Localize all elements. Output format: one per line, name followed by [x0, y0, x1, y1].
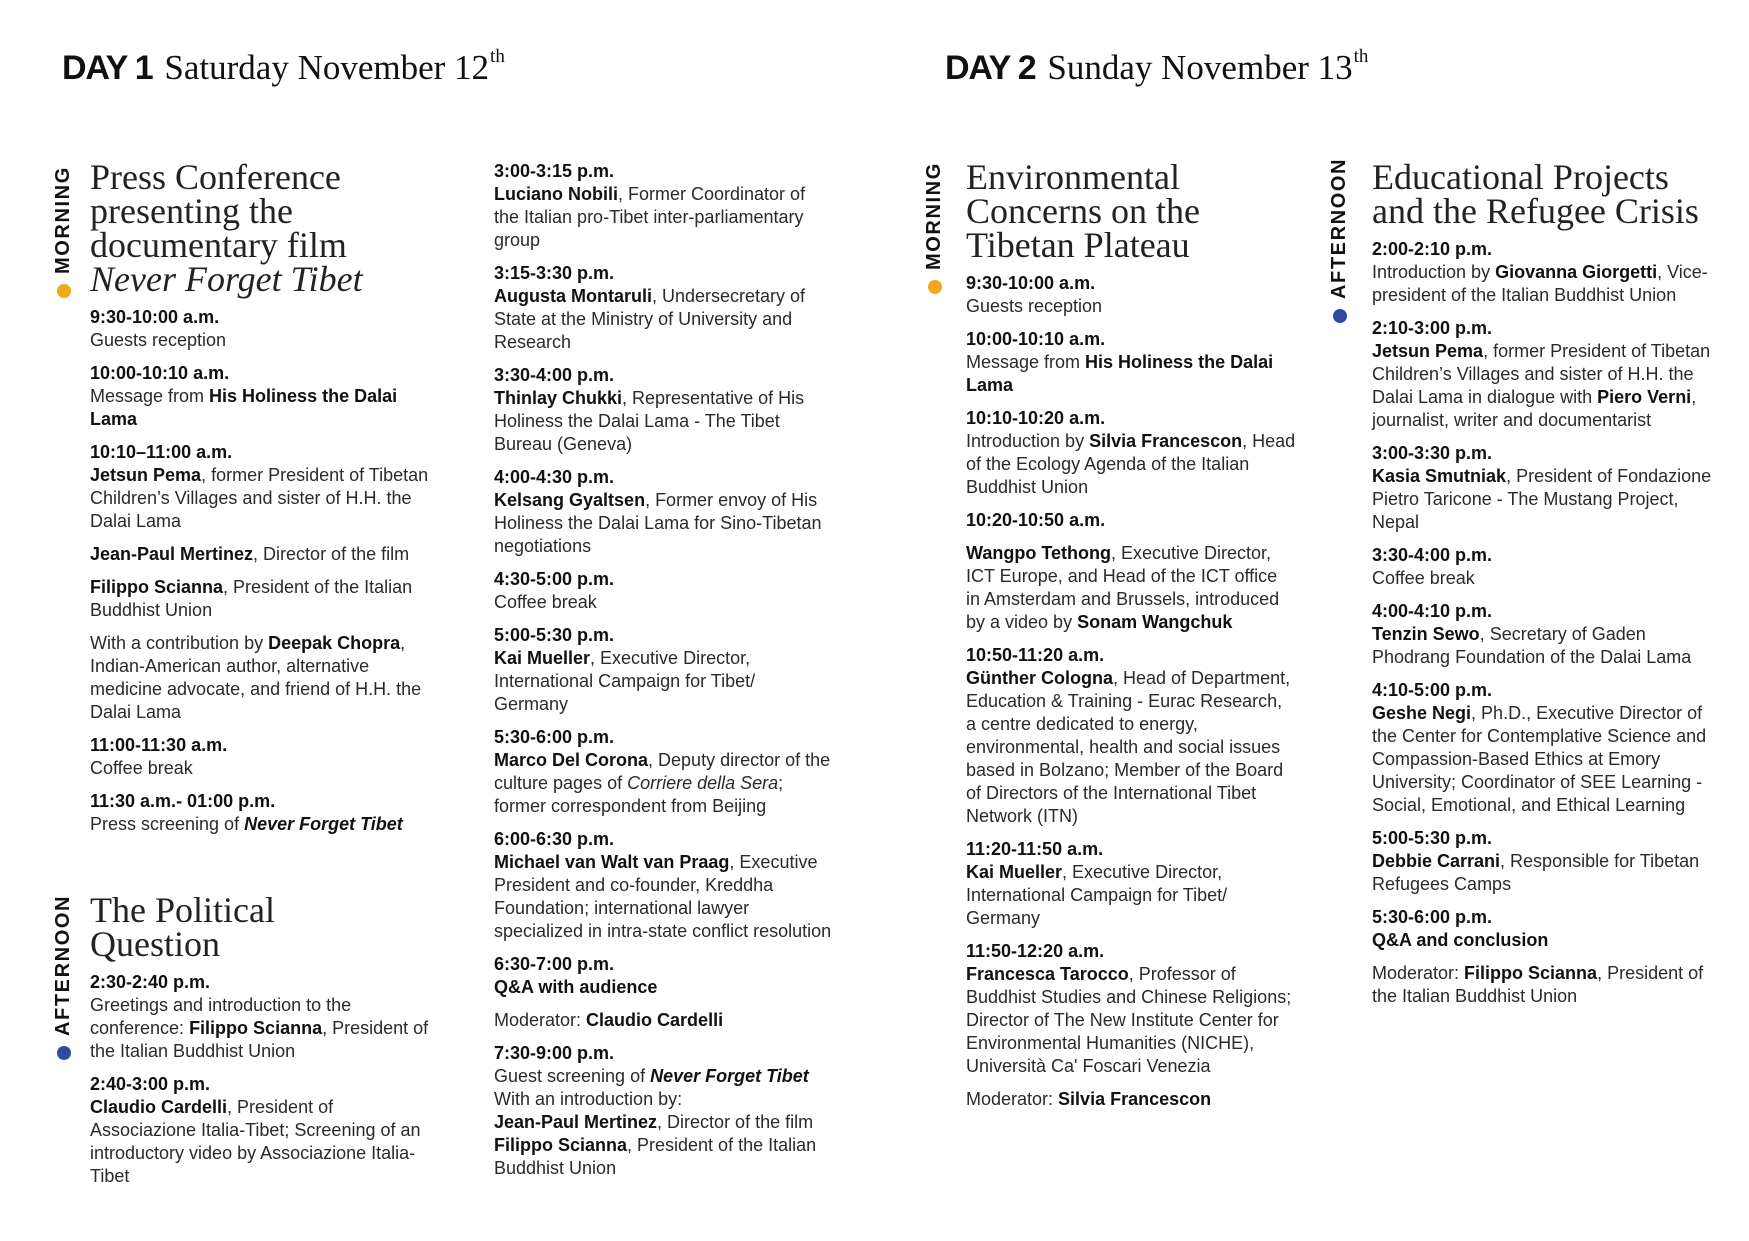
title-line-italic: Never Forget Tibet [90, 259, 363, 299]
day2-afternoon-column [1372, 157, 1712, 1018]
speaker-name: Piero Verni [1597, 387, 1692, 407]
schedule-item [1372, 962, 1712, 1008]
time-slot: 11:20-11:50 a.m. [966, 839, 1104, 859]
item-description: Coffee break [1372, 568, 1475, 588]
item-description: Michael van Walt van Praag, Executive President and co-founder, Kreddha Foundation; international lawyer specialized in intra-state conflict resolution [494, 852, 832, 941]
speaker-name: Augusta Montaruli [494, 286, 652, 306]
time-slot: 4:10-5:00 p.m. [1372, 680, 1493, 700]
speaker-name: Debbie Carrani [1372, 851, 1501, 871]
schedule-item [494, 1009, 834, 1032]
speaker-name: Filippo Scianna [90, 577, 224, 597]
speaker-name: Q&A with audience [494, 977, 658, 997]
item-description: Moderator: Silvia Francescon [966, 1089, 1212, 1109]
schedule-item [90, 632, 430, 724]
item-description: Guest screening of Never Forget Tibet [494, 1066, 809, 1086]
title-line: presenting the [90, 191, 293, 231]
schedule-item [90, 971, 430, 1063]
item-description: Wangpo Tethong, Executive Director, ICT Europe, and Head of the ICT office in Amsterdam and Brussels, introduced by a video by Sonam Wangchuk [966, 543, 1280, 632]
time-slot: 11:50-12:20 a.m. [966, 941, 1105, 961]
time-slot: 11:30 a.m.- 01:00 p.m. [90, 791, 276, 811]
time-slot: 10:20-10:50 a.m. [966, 510, 1106, 530]
film-title-text: Never Forget Tibet [244, 814, 403, 834]
speaker-name: Jean-Paul Mertinez [90, 544, 254, 564]
item-description: Greetings and introduction to the conference: Filippo Scianna, President of the Italian Buddhist Union [90, 995, 429, 1061]
day1-morning-title [90, 157, 430, 299]
day1-date: Saturday November 12th [164, 46, 505, 87]
item-description: Moderator: Filippo Scianna, President of the Italian Buddhist Union [1372, 963, 1704, 1006]
schedule-item [966, 272, 1296, 318]
speaker-name: Claudio Cardelli [90, 1097, 228, 1117]
time-slot: 4:00-4:10 p.m. [1372, 601, 1493, 621]
item-description: Francesca Tarocco, Professor of Buddhist Studies and Chinese Religions; Director of The New Institute Center for Environmental Humanities (NICHE), Università Ca' Foscari Venezia [966, 964, 1292, 1076]
speaker-name: Filippo Scianna [189, 1018, 323, 1038]
item-description: Jean-Paul Mertinez, Director of the film [90, 544, 410, 564]
schedule-item [90, 1073, 430, 1188]
schedule-item [1372, 317, 1712, 432]
speaker-name: Tenzin Sewo [1372, 624, 1480, 644]
schedule-item [90, 543, 430, 566]
time-slot: 3:30-4:00 p.m. [494, 365, 615, 385]
title-line: Question [90, 924, 220, 964]
speaker-name: Geshe Negi [1372, 703, 1472, 723]
schedule-item [966, 542, 1296, 634]
speaker-name: Marco Del Corona [494, 750, 649, 770]
speaker-name: Q&A and conclusion [1372, 930, 1549, 950]
time-slot: 10:50-11:20 a.m. [966, 645, 1105, 665]
time-slot: 11:00-11:30 a.m. [90, 735, 228, 755]
item-description: Moderator: Claudio Cardelli [494, 1010, 724, 1030]
schedule-item [90, 576, 430, 622]
day2-morning-title [966, 157, 1296, 265]
time-slot: 4:30-5:00 p.m. [494, 569, 615, 589]
schedule-item [966, 1088, 1296, 1111]
schedule-item [494, 160, 834, 252]
item-description: Jetsun Pema, former President of Tibetan Children’s Villages and sister of H.H. the Dalai Lama in dialogue with Piero Verni, journalist, writer and documentarist [1372, 341, 1711, 430]
time-slot: 2:10-3:00 p.m. [1372, 318, 1493, 338]
item-description: Guests reception [90, 330, 227, 350]
day2-morning-label: MORNING [923, 162, 946, 294]
schedule-item [966, 328, 1296, 397]
speaker-name: Jetsun Pema [1372, 341, 1484, 361]
item-description: Kai Mueller, Executive Director, International Campaign for Tibet/ Germany [966, 862, 1228, 928]
schedule-item [494, 624, 834, 716]
schedule-item [1372, 544, 1712, 590]
title-line: documentary film [90, 225, 347, 265]
day2-morning-column [966, 157, 1296, 1121]
film-title-text: Never Forget Tibet [650, 1066, 809, 1086]
item-description: Claudio Cardelli, President of Associazione Italia-Tibet; Screening of an introductory video by Associazione Italia-Tibet [90, 1097, 421, 1186]
morning-dot-icon [928, 280, 942, 294]
day1-morning-schedule [90, 306, 430, 836]
speaker-name: Kasia Smutniak [1372, 466, 1507, 486]
item-line: Jean-Paul Mertinez, Director of the film [494, 1112, 814, 1132]
item-line: Filippo Scianna, President of the Italian Buddhist Union [494, 1135, 817, 1178]
time-slot: 2:40-3:00 p.m. [90, 1074, 211, 1094]
title-line: Environmental [966, 157, 1180, 197]
item-description: Filippo Scianna, President of the Italian Buddhist Union [90, 577, 413, 620]
schedule-item [1372, 442, 1712, 534]
day2-number: DAY 2 [945, 49, 1036, 87]
schedule-item [494, 568, 834, 614]
time-slot: 2:00-2:10 p.m. [1372, 239, 1493, 259]
schedule-item [90, 441, 430, 533]
speaker-name: His Holiness the Dalai Lama [966, 352, 1274, 395]
item-description: Jetsun Pema, former President of Tibetan Children’s Villages and sister of H.H. the Dalai Lama [90, 465, 429, 531]
time-slot: 5:30-6:00 p.m. [1372, 907, 1493, 927]
speaker-name: Kai Mueller [494, 648, 591, 668]
publication-name: Corriere della Sera [627, 773, 779, 793]
item-description [494, 977, 657, 997]
speaker-name: Wangpo Tethong [966, 543, 1111, 563]
time-slot: 10:00-10:10 a.m. [90, 363, 230, 383]
day1-afternoon-schedule-continued [494, 160, 834, 1180]
speaker-name: Thinlay Chukki [494, 388, 623, 408]
day2-afternoon-schedule [1372, 238, 1712, 1008]
item-description: Coffee break [90, 758, 193, 778]
schedule-item [90, 790, 430, 836]
schedule-item [90, 734, 430, 780]
item-description: Message from His Holiness the Dalai Lama [966, 352, 1274, 395]
schedule-item [494, 726, 834, 818]
title-line: Press Conference [90, 157, 341, 197]
time-slot: 7:30-9:00 p.m. [494, 1043, 615, 1063]
day1-afternoon-label: AFTERNOON [52, 895, 75, 1060]
item-description: Introduction by Silvia Francescon, Head of the Ecology Agenda of the Italian Buddhist Union [966, 431, 1296, 497]
schedule-item [90, 362, 430, 431]
schedule-item [966, 940, 1296, 1078]
item-line: With an introduction by: [494, 1089, 683, 1109]
schedule-item [966, 407, 1296, 499]
speaker-name: Kelsang Gyaltsen [494, 490, 646, 510]
speaker-name: Filippo Scianna [1464, 963, 1598, 983]
film-title [244, 814, 403, 834]
time-slot: 9:30-10:00 a.m. [966, 273, 1096, 293]
time-slot: 5:00-5:30 p.m. [1372, 828, 1493, 848]
title-line: Educational Projects [1372, 157, 1669, 197]
schedule-item [494, 1042, 834, 1180]
title-line: The Political [90, 890, 275, 930]
time-slot: 3:00-3:15 p.m. [494, 161, 615, 181]
time-slot: 3:00-3:30 p.m. [1372, 443, 1493, 463]
afternoon-dot-icon [1333, 309, 1347, 323]
speaker-name: Jean-Paul Mertinez [494, 1112, 658, 1132]
schedule-item [90, 306, 430, 352]
day1-morning-label: MORNING [52, 166, 75, 298]
day1-number: DAY 1 [62, 49, 153, 87]
item-description: Guests reception [966, 296, 1103, 316]
item-description: With a contribution by Deepak Chopra, Indian-American author, alternative medicine advocate, and friend of H.H. the Dalai Lama [90, 633, 422, 722]
schedule-item [966, 644, 1296, 828]
time-slot: 6:00-6:30 p.m. [494, 829, 615, 849]
item-description: Augusta Montaruli, Undersecretary of State at the Ministry of University and Research [494, 286, 806, 352]
title-line: Tibetan Plateau [966, 225, 1190, 265]
schedule-item [966, 838, 1296, 930]
item-description: Kelsang Gyaltsen, Former envoy of His Holiness the Dalai Lama for Sino-Tibetan negotiations [494, 490, 822, 556]
item-description: Geshe Negi, Ph.D., Executive Director of the Center for Contemplative Science and Compassion-Based Ethics at Emory University; Coordinator of SEE Learning - Social, Emotional, and Ethical Learning [1372, 703, 1707, 815]
schedule-item [494, 953, 834, 999]
item-description: Marco Del Corona, Deputy director of the culture pages of Corriere della Sera; former correspondent from Beijing [494, 750, 831, 816]
day2-afternoon-title [1372, 157, 1712, 231]
afternoon-dot-icon [57, 1046, 71, 1060]
day2-afternoon-label: AFTERNOON [1328, 158, 1351, 323]
day2-date: Sunday November 13th [1047, 46, 1369, 87]
morning-dot-icon [57, 284, 71, 298]
item-description: Kasia Smutniak, President of Fondazione Pietro Taricone - The Mustang Project, Nepal [1372, 466, 1712, 532]
speaker-name: Sonam Wangchuk [1077, 612, 1233, 632]
schedule-item [494, 828, 834, 943]
speaker-name: Giovanna Giorgetti [1495, 262, 1658, 282]
schedule-item [1372, 679, 1712, 817]
speaker-name: Silvia Francescon [1089, 431, 1243, 451]
item-description: Günther Cologna, Head of Department, Education & Training - Eurac Research, a centre dedicated to energy, environmental, health and social issues based in Bolzano; Member of the Board of Directors of the International Tibet Network (ITN) [966, 668, 1291, 826]
time-slot: 3:15-3:30 p.m. [494, 263, 615, 283]
time-slot: 3:30-4:00 p.m. [1372, 545, 1493, 565]
schedule-item [1372, 827, 1712, 896]
day1-afternoon-schedule [90, 971, 430, 1188]
time-slot: 10:10–11:00 a.m. [90, 442, 233, 462]
item-description: Thinlay Chukki, Representative of His Holiness the Dalai Lama - The Tibet Bureau (Geneva) [494, 388, 805, 454]
item-description: Message from His Holiness the Dalai Lama [90, 386, 398, 429]
speaker-name: Michael van Walt van Praag [494, 852, 730, 872]
schedule-item [1372, 600, 1712, 669]
speaker-name: Kai Mueller [966, 862, 1063, 882]
speaker-name: Filippo Scianna [494, 1135, 628, 1155]
time-slot: 4:00-4:30 p.m. [494, 467, 615, 487]
time-slot: 10:10-10:20 a.m. [966, 408, 1106, 428]
day1-header [62, 48, 505, 88]
time-slot: 5:30-6:00 p.m. [494, 727, 615, 747]
item-description: Kai Mueller, Executive Director, International Campaign for Tibet/ Germany [494, 648, 756, 714]
item-description: Tenzin Sewo, Secretary of Gaden Phodrang Foundation of the Dalai Lama [1372, 624, 1692, 667]
item-description: Luciano Nobili, Former Coordinator of the Italian pro-Tibet inter-parliamentary group [494, 184, 806, 250]
title-line: Concerns on the [966, 191, 1200, 231]
item-description: Debbie Carrani, Responsible for Tibetan Refugees Camps [1372, 851, 1700, 894]
schedule-item [494, 466, 834, 558]
day2-header [945, 48, 1368, 88]
speaker-name: Jetsun Pema [90, 465, 202, 485]
time-slot: 10:00-10:10 a.m. [966, 329, 1106, 349]
day2-morning-schedule [966, 272, 1296, 1111]
day1-afternoon-title [90, 890, 430, 964]
schedule-item [1372, 238, 1712, 307]
schedule-item [1372, 906, 1712, 952]
item-description: Introduction by Giovanna Giorgetti, Vice-president of the Italian Buddhist Union [1372, 262, 1708, 305]
day1-morning-column [90, 157, 430, 846]
time-slot: 5:00-5:30 p.m. [494, 625, 615, 645]
item-description [1372, 930, 1548, 950]
item-description: Press screening of Never Forget Tibet [90, 814, 403, 834]
time-slot: 9:30-10:00 a.m. [90, 307, 220, 327]
time-slot: 6:30-7:00 p.m. [494, 954, 615, 974]
day1-afternoon-column [90, 890, 430, 1198]
film-title [650, 1066, 809, 1086]
item-description: Coffee break [494, 592, 597, 612]
title-line: and the Refugee Crisis [1372, 191, 1699, 231]
schedule-item [966, 509, 1296, 532]
speaker-name: His Holiness the Dalai Lama [90, 386, 398, 429]
schedule-item [494, 262, 834, 354]
speaker-name: Luciano Nobili [494, 184, 618, 204]
speaker-name: Günther Cologna [966, 668, 1113, 688]
speaker-name: Silvia Francescon [1058, 1089, 1212, 1109]
speaker-name: Claudio Cardelli [586, 1010, 724, 1030]
speaker-name: Francesca Tarocco [966, 964, 1129, 984]
time-slot: 2:30-2:40 p.m. [90, 972, 211, 992]
day1-afternoon-column-2 [494, 160, 834, 1190]
speaker-name: Deepak Chopra [268, 633, 401, 653]
schedule-item [494, 364, 834, 456]
